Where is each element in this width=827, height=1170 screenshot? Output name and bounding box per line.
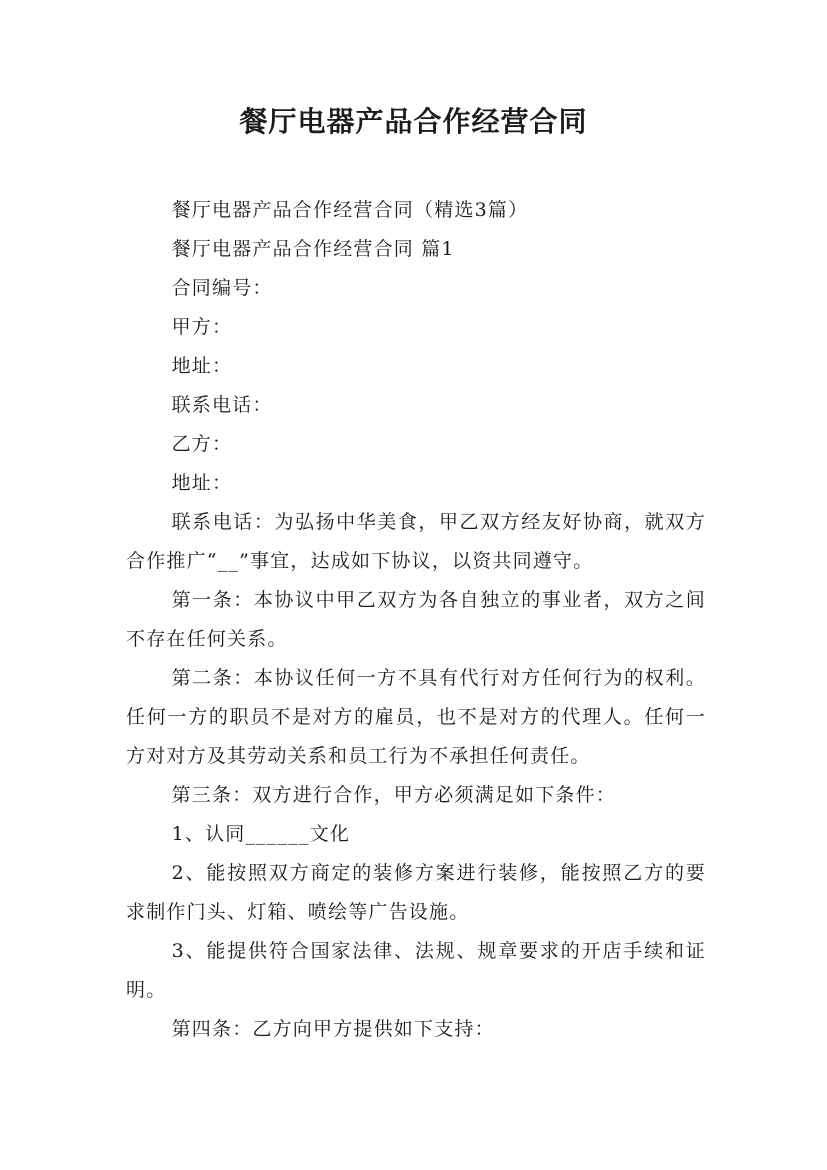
- paragraph-subtitle: 餐厅电器产品合作经营合同（精选3篇）: [171, 199, 529, 221]
- document-body: [126, 191, 706, 1049]
- paragraph-intro: 联系电话：为弘扬中华美食，甲乙双方经友好协商，就双方合作推广“__”事宜，达成如下协议，以资共同遵守。: [126, 511, 706, 572]
- paragraph-condition-1: 1、认同______文化: [171, 823, 351, 845]
- document-title: 餐厅电器产品合作经营合同: [239, 105, 588, 138]
- paragraph-article-2: 第二条：本协议任何一方不具有代行对方任何行为的权利。任何一方的职员不是对方的雇员，也不是对方的代理人。任何一方对对方及其劳动关系和员工行为不承担任何责任。: [126, 667, 706, 767]
- paragraph-party-b-address: 地址：: [171, 472, 233, 494]
- paragraph-party-a: 甲方：: [171, 316, 233, 338]
- paragraph-party-b: 乙方：: [171, 433, 233, 455]
- paragraph-section-heading: 餐厅电器产品合作经营合同 篇1: [171, 238, 455, 260]
- paragraph-condition-2: 2、能按照双方商定的装修方案进行装修，能按照乙方的要求制作门头、灯箱、喷绘等广告设施。: [126, 862, 706, 923]
- paragraph-article-3: 第三条：双方进行合作，甲方必须满足如下条件：: [171, 784, 616, 806]
- paragraph-party-a-phone: 联系电话：: [171, 394, 273, 416]
- paragraph-article-4: 第四条：乙方向甲方提供如下支持：: [171, 1018, 495, 1040]
- paragraph-contract-number: 合同编号：: [171, 277, 273, 299]
- paragraph-party-a-address: 地址：: [171, 355, 233, 377]
- paragraph-article-1: 第一条：本协议中甲乙双方为各自独立的事业者，双方之间不存在任何关系。: [126, 589, 706, 650]
- paragraph-condition-3: 3、能提供符合国家法律、法规、规章要求的开店手续和证明。: [126, 940, 706, 1001]
